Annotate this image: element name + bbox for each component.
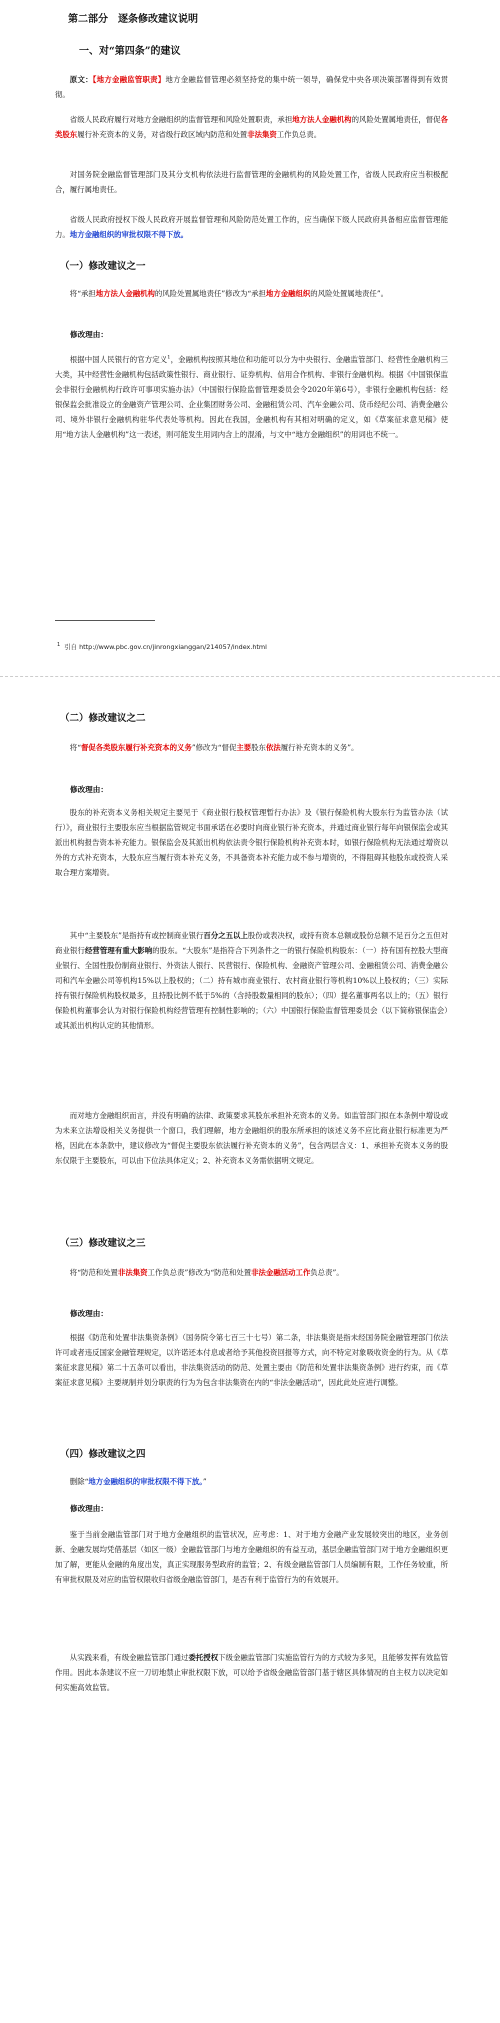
suggestion-3-text: 将“防范和处置非法集资工作负总责”修改为“防范和处置非法金融活动工作负总责”。 xyxy=(69,1268,344,1277)
suggestion-2-para-3: 而对地方金融组织而言，并没有明确的法律、政策要求其股东承担补充资本的义务。如监管部门拟在本条例中增设或为未来立法增设相关义务提供一个窗口，我们理解，地方金融组织的股东所承担的该述义务不应比商业银行标准更为严格，因此在本条款中，建议修改为“督促主要股东依法履行补充资本的义务”，包含两层含义：1、承担补充资本义务的股东仅限于主要股东，可以由下位法具体定义；2、补充资本义务需依据明文规定。 xyxy=(55,1111,448,1165)
original-paragraph-1: 原文：【地方金融监管职责】地方金融监督管理必须坚持党的集中统一领导，确保党中央各项决策部署得到有效贯彻。 xyxy=(55,75,448,99)
footnote: $^1$ 引自 http://www.pbc.gov.cn/jinrongxianggan/214057/index.html xyxy=(57,642,267,652)
original-paragraph-4: 省级人民政府授权下级人民政府开展监督管理和风险防范处置工作的，应当确保下级人民政府具备相应监督管理能力。地方金融组织的审批权限不得下放。 xyxy=(55,215,448,239)
original-paragraph-3: 对国务院金融监督管理部门及其分支机构依法进行监督管理的金融机构的风险处置工作，省级人民政府应当积极配合，履行属地责任。 xyxy=(55,170,448,194)
suggestion-1-reason: 根据中国人民银行的官方定义$^1$，金融机构按照其地位和功能可以分为中央银行、金融监管部门、经营性金融机构三大类，其中经营性金融机构包括政策性银行、商业银行、证券机构、信用合作机构、非银行金融机构。根据《中国银保监会非银行金融机构行政许可事项实施办法》（中国银行保险监督管理委员会令2020年第6号），非银行金融机构包括：经银保监会批准设立的金融资产管理公司、企业集团财务公司、金融租赁公司、汽车金融公司、货币经纪公司、消费金融公司、境外非银行金融机构驻华代表处等机构。因此在我国，金融机构有其相对明确的定义，如《草案征求意见稿》使用“地方法人金融机构”这一表述，则可能发生用词内含上的混淆，与文中“地方金融组织”的用词也不统一。 xyxy=(55,354,448,439)
suggestion-2-title: （二）修改建议之二 xyxy=(60,713,146,724)
suggestion-4-title: （四）修改建议之四 xyxy=(60,1449,146,1460)
suggestion-2-reason-label: 修改理由： xyxy=(70,785,108,794)
original-label: 原文： xyxy=(69,75,93,84)
suggestion-4-para-1: 鉴于当前金融监管部门对于地方金融组织的监管状况，应考虑：1、对于地方金融产业发展较突出的地区，业务创新、金融发展均凭借基层（如区一级）金融监管部门与地方金融组织的有益互动，基层金融监管部门对于地方金融组织更加了解，更能从金融的角度出发，真正实现服务型政府的监管；2、有级金融监管部门人员编制有限，工作任务较重，所有审批权限及对应的监管权限收归省级金融监管部门，是否有利于监管行为的有效展开。 xyxy=(55,1530,448,1584)
suggestion-3-reason-label: 修改理由： xyxy=(70,1309,108,1318)
page-break xyxy=(0,676,500,677)
suggestion-3-title: （三）修改建议之三 xyxy=(60,1238,146,1249)
suggestion-1-reason-label: 修改理由： xyxy=(70,330,108,339)
footnote-ref: 1 xyxy=(167,354,171,361)
suggestion-4-text: 删除“地方金融组织的审批权限不得下放。” xyxy=(69,1477,207,1486)
footnote-rule xyxy=(55,620,155,621)
suggestion-2-para-1: 股东的补充资本义务相关规定主要见于《商业银行股权管理暂行办法》及《银行保险机构大股东行为监管办法（试行）》，商业银行主要股东应当根据监管规定书面承诺在必要时向商业银行补充资本，并通过商业银行每年向银保监会或其派出机构报告资本补充能力。银保监会及其派出机构依法责令银行保险机构补充资本时，如银行保险机构无法通过增资以外的方式补充资本，大股东应当履行资本补充义务，不具备资本补充能力或不参与增资的，不得阻碍其他股东或投资人采取合理方案增资。 xyxy=(55,808,448,877)
suggestion-4-para-2: 从实践来看，有级金融监管部门通过委托授权下级金融监管部门实施监管行为的方式较为多见，且能够发挥有效监管作用。因此本条建议不应一刀切地禁止审批权限下放，可以给予省级金融监管部门基于辖区具体情况的自主权力以决定如何实施高效监管。 xyxy=(55,1653,448,1692)
original-paragraph-2: 省级人民政府履行对地方金融组织的监督管理和风险处置职责，承担地方法人金融机构的风险处置属地责任，督促各类股东履行补充资本的义务，对省级行政区域内防范和处置非法集资工作负总责。 xyxy=(55,115,448,139)
suggestion-1-text: 将“承担地方法人金融机构的风险处置属地责任”修改为“承担地方金融组织的风险处置属地责任”。 xyxy=(69,289,388,298)
suggestion-2-para-2: 其中“主要股东”是指持有或控制商业银行百分之五以上股份或表决权，或持有资本总额或股份总额不足百分之五但对商业银行经营管理有重大影响的股东。“大股东”是指符合下列条件之一的银行保险机构股东：（一）持有国有控股大型商业银行、全国性股份制商业银行、外资法人银行、民营银行、保险机构、金融资产管理公司、金融租赁公司、消费金融公司和汽车金融公司等机构15%以上股权的；（二）持有城市商业银行、农村商业银行等机构10%以上股权的；（三）实际持有银行保险机构股权最多，且持股比例不低于5%的（含持股数量相同的股东）；（四）提名董事两名以上的；（五）银行保险机构董事会认为对银行保险机构经营管理有控制性影响的；（六）中国银行保险监督管理委员会（以下简称银保监会）或其派出机构认定的其他情形。 xyxy=(55,931,448,1030)
suggestion-1-title: （一）修改建议之一 xyxy=(60,261,146,272)
suggestion-2-text: 将“督促各类股东履行补充资本的义务”修改为“督促主要股东依法履行补充资本的义务”。 xyxy=(69,743,359,752)
section-title: 一、对“第四条”的建议 xyxy=(79,46,181,57)
suggestion-4-reason-label: 修改理由： xyxy=(70,1504,108,1513)
part-title: 第二部分 逐条修改建议说明 xyxy=(68,14,198,25)
suggestion-3-para-1: 根据《防范和处置非法集资条例》（国务院令第七百三十七号）第二条，非法集资是指未经国务院金融管理部门依法许可或者违反国家金融管理规定，以许诺还本付息或者给予其他投资回报等方式，向不特定对象吸收资金的行为。从《草案征求意见稿》第二十五条可以看出，非法集资活动的防范、处置主要由《防范和处置非法集资条例》进行约束，而《草案征求意见稿》主要规制并划分职责的行为为包含非法集资在内的“非法金融活动”，因此此处应进行调整。 xyxy=(55,1333,448,1387)
original-article-title: 【地方金融监管职责】 xyxy=(92,75,166,84)
